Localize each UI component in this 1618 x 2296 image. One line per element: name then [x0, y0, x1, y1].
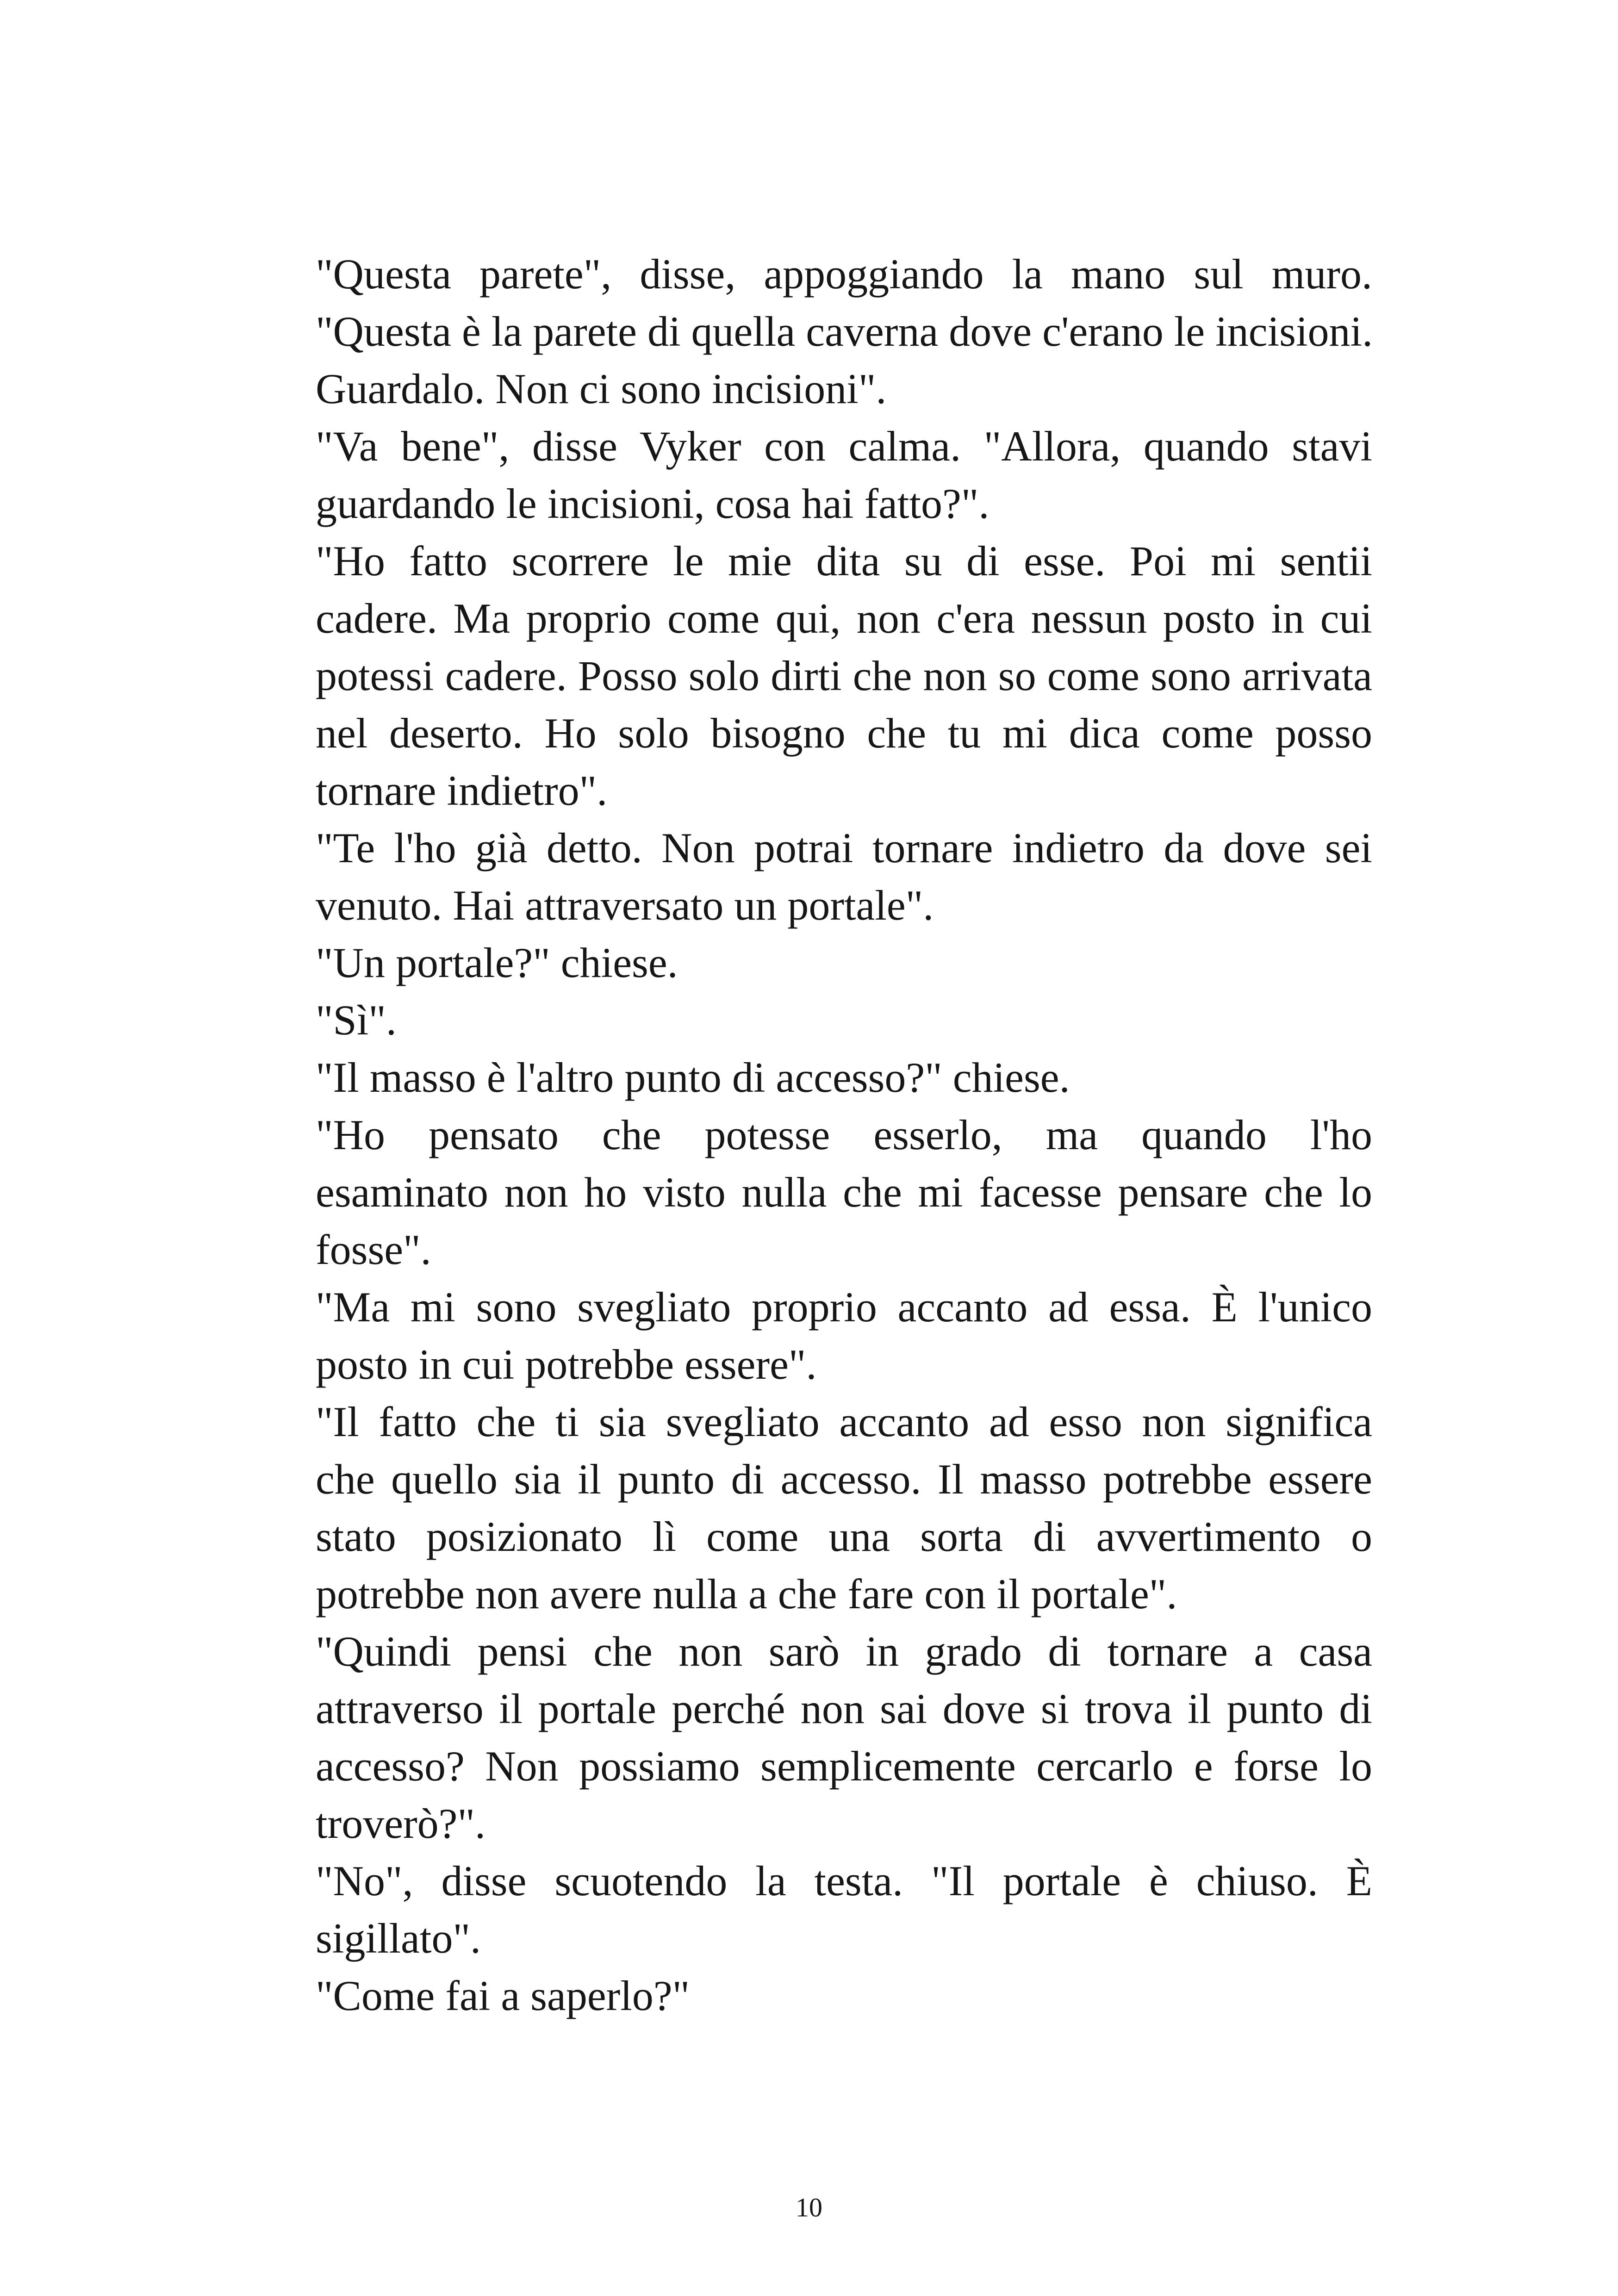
text-line: venuto. Hai attraversato un portale". — [316, 882, 934, 929]
text-line: "Un portale?" chiese. — [316, 939, 678, 986]
paragraph-1 — [252, 245, 1372, 417]
text-line: "Te l'ho già detto. Non potrai tornare indietro da dove sei — [316, 824, 1372, 871]
paragraph-11 — [252, 1623, 1372, 1852]
text-line: "Ma mi sono svegliato proprio accanto ad essa. È l'unico — [316, 1283, 1372, 1331]
paragraph-6 — [252, 991, 1372, 1049]
paragraph-13 — [252, 1967, 1372, 2024]
paragraph-4 — [252, 819, 1372, 934]
body-text — [252, 245, 1372, 2024]
text-line: nel deserto. Ho solo bisogno che tu mi dica come posso — [316, 709, 1372, 757]
paragraph-12 — [252, 1852, 1372, 1967]
text-line: Guardalo. Non ci sono incisioni". — [316, 365, 887, 412]
text-line: fosse". — [316, 1226, 431, 1273]
text-line: "No", disse scuotendo la testa. "Il portale è chiuso. È — [316, 1857, 1372, 1904]
text-line: "Ho pensato che potesse esserlo, ma quando l'ho — [316, 1111, 1372, 1158]
text-line: "Il fatto che ti sia svegliato accanto ad esso non significa — [316, 1398, 1372, 1445]
paragraph-8 — [252, 1106, 1372, 1278]
text-line: guardando le incisioni, cosa hai fatto?". — [316, 480, 989, 527]
paragraph-2 — [252, 417, 1372, 532]
text-line: esaminato non ho visto nulla che mi facesse pensare che lo — [316, 1169, 1372, 1216]
text-line: "Questa è la parete di quella caverna dove c'erano le incisioni. — [316, 308, 1373, 355]
text-line: "Come fai a saperlo?" — [316, 1972, 690, 2019]
paragraph-5 — [252, 934, 1372, 991]
text-line: "Va bene", disse Vyker con calma. "Allora, quando stavi — [316, 423, 1372, 470]
text-line: "Quindi pensi che non sarò in grado di tornare a casa — [316, 1628, 1372, 1675]
paragraph-3 — [252, 532, 1372, 819]
text-line: potrebbe non avere nulla a che fare con il portale". — [316, 1570, 1177, 1618]
text-line: attraverso il portale perché non sai dove si trova il punto di — [316, 1685, 1372, 1732]
text-line: "Sì". — [316, 996, 397, 1044]
text-line: che quello sia il punto di accesso. Il masso potrebbe essere — [316, 1456, 1372, 1503]
text-line: "Il masso è l'altro punto di accesso?" chiese. — [316, 1054, 1070, 1101]
text-line: posto in cui potrebbe essere". — [316, 1341, 817, 1388]
text-line: "Questa parete", disse, appoggiando la mano sul muro. — [316, 250, 1372, 298]
text-line: potessi cadere. Posso solo dirti che non so come sono arrivata — [316, 652, 1372, 699]
paragraph-9 — [252, 1278, 1372, 1393]
text-line: tornare indietro". — [316, 767, 608, 814]
text-line: cadere. Ma proprio come qui, non c'era nessun posto in cui — [316, 595, 1372, 642]
text-line: troverò?". — [316, 1800, 486, 1847]
paragraph-10 — [252, 1393, 1372, 1623]
text-line: accesso? Non possiamo semplicemente cercarlo e forse lo — [316, 1742, 1372, 1790]
text-line: "Ho fatto scorrere le mie dita su di esse. Poi mi sentii — [316, 537, 1372, 585]
page-number: 10 — [796, 2192, 822, 2222]
text-line: sigillato". — [316, 1915, 481, 1962]
text-line: stato posizionato lì come una sorta di avvertimento o — [316, 1513, 1372, 1560]
paragraph-7 — [252, 1049, 1372, 1106]
